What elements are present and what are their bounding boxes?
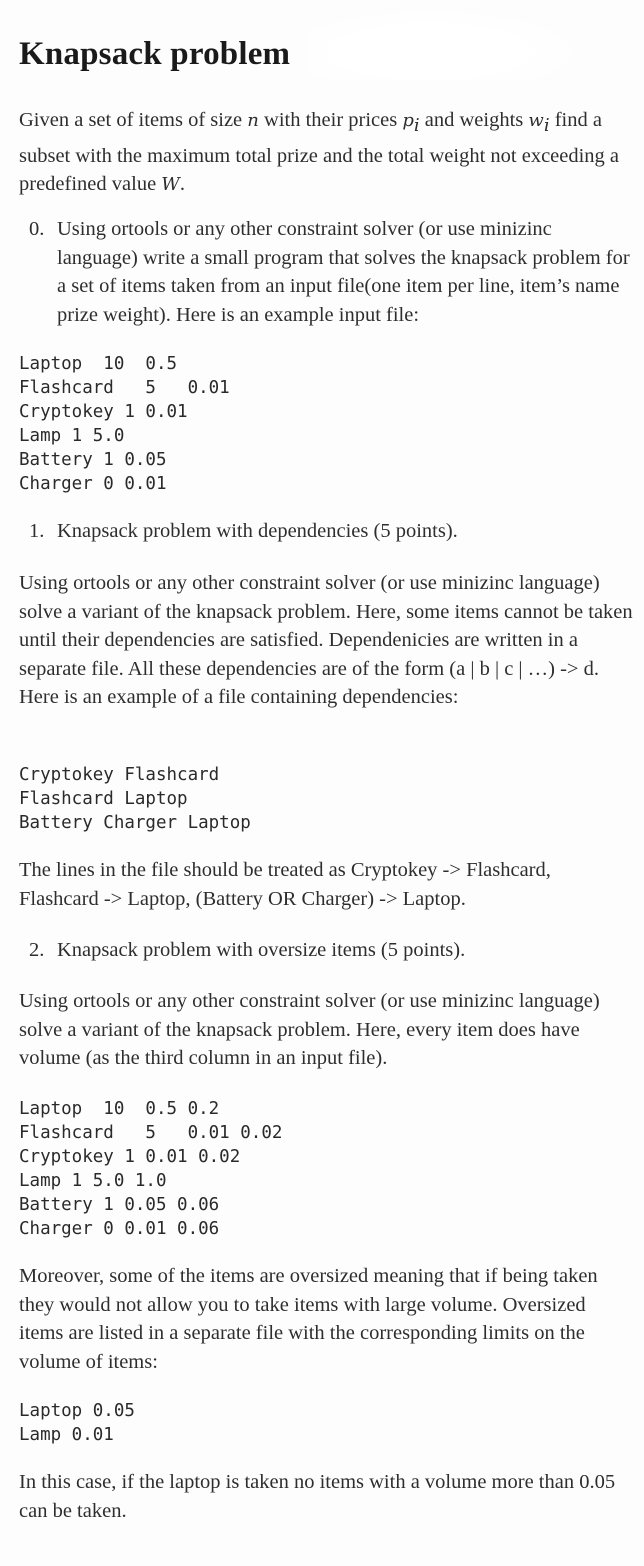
code-line: Charger 0 0.01 0.06 — [19, 1219, 220, 1239]
math-n: n — [247, 110, 259, 131]
code-line: Laptop 10 0.5 — [19, 354, 178, 374]
code-line: Battery 1 0.05 — [19, 450, 167, 470]
volume-paragraph: Using ortools or any other constraint solver (or use minizinc language) solve a variant of the knapsack problem. Here, every item does have volume (as the third column in an input file). — [19, 990, 600, 1069]
code-line: Laptop 0.05 — [19, 1401, 135, 1421]
code-line: Battery 1 0.05 0.06 — [19, 1195, 220, 1215]
list-item-1 — [29, 517, 634, 546]
list-number: 0. — [29, 218, 45, 240]
code-line: Battery Charger Laptop — [19, 813, 251, 833]
code-line: Cryptokey 1 0.01 — [19, 402, 188, 422]
final-paragraph: In this case, if the laptop is taken no items with a volume more than 0.05 can be taken. — [19, 1471, 616, 1522]
code-line: Lamp 1 5.0 1.0 — [19, 1171, 167, 1191]
code-line: Lamp 1 5.0 — [19, 426, 125, 446]
dependencies-paragraph: Using ortools or any other constraint solver (or use minizinc language) solve a variant of the knapsack problem. Here, some items cannot be taken until their dependencies are satisfied. Dependenicies are written in a separate file. All these dependencies are of the form (a | b | c | …) -> d. Here is an example of a file containing dependencies: — [19, 572, 633, 708]
code-line: Charger 0 0.01 — [19, 474, 167, 494]
obscured-title-area — [309, 10, 579, 80]
dependency-lines-paragraph: The lines in the file should be treated as Cryptokey -> Flashcard, Flashcard -> Laptop, (Battery OR Charger) -> Laptop. — [19, 859, 551, 910]
code-line: Flashcard 5 0.01 0.02 — [19, 1123, 283, 1143]
code-block-dependencies — [19, 763, 251, 835]
math-w: w — [528, 110, 544, 131]
code-line: Cryptokey Flashcard — [19, 765, 220, 785]
list-item-text: Knapsack problem with oversize items (5 points). — [57, 939, 466, 961]
page-title: Knapsack problem — [19, 36, 291, 72]
code-block-volumes — [19, 1097, 282, 1241]
list-number: 1. — [29, 520, 45, 542]
list-item-text: Using ortools or any other constraint solver (or use minizinc language) write a small program that solves the knapsack problem for a set of items taken from an input file(one item per line, item’s name prize weight). Here is an example input file: — [57, 218, 630, 326]
list-item-0 — [29, 215, 634, 329]
list-item-text: Knapsack problem with dependencies (5 points). — [57, 520, 458, 542]
code-line: Lamp 0.01 — [19, 1425, 114, 1445]
code-line: Flashcard 5 0.01 — [19, 378, 230, 398]
oversized-paragraph: Moreover, some of the items are oversized meaning that if being taken they would not allow you to take items with large volume. Oversized items are listed in a separate file with the corresponding limits on the volume of items: — [19, 1265, 598, 1373]
math-W: W — [161, 174, 180, 196]
code-line: Cryptokey 1 0.01 0.02 — [19, 1147, 241, 1167]
math-p: p — [402, 110, 414, 131]
list-item-2 — [29, 936, 634, 965]
code-block-items — [19, 352, 230, 496]
code-block-oversized — [19, 1399, 135, 1447]
code-line: Flashcard Laptop — [19, 789, 188, 809]
list-number: 2. — [29, 939, 45, 961]
intro-paragraph: Given a set of items of size n with their prices $p_i$ and weights $w_i$ find a subset with the maximum total prize and the total weight not exceeding a predefined value W. — [19, 109, 620, 196]
code-line: Laptop 10 0.5 0.2 — [19, 1099, 220, 1119]
